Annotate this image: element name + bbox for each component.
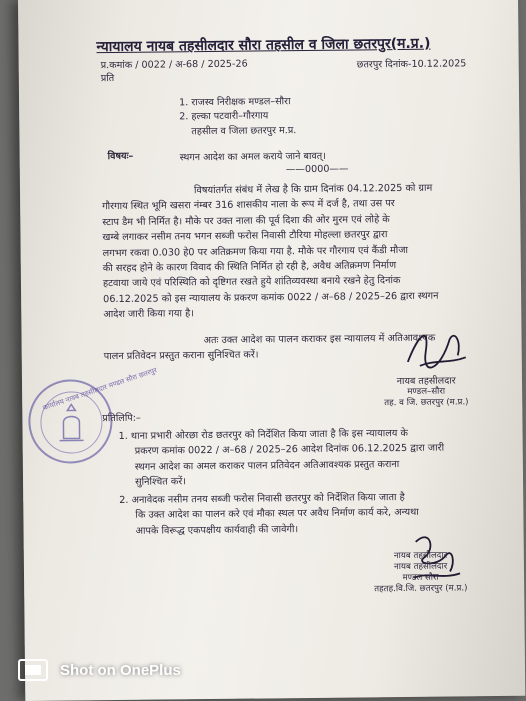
signature-title: नायब तहसीलदार <box>396 375 456 388</box>
body-line: स्टाप डैम भी निर्मित है। मौके पर उक्त नाला की पूर्व दिशा की ओर मुरम एवं लोहे के <box>102 213 390 228</box>
body-line: आदेश जारी किया गया है। <box>103 308 194 321</box>
recipient-2: 2. हल्का पटवारी–गौरगाय <box>179 110 269 123</box>
copy-label: प्रतिलिपि:– <box>102 412 141 425</box>
signature-block-1 <box>384 375 469 409</box>
document-date: छतरपुर दिनांक-10.12.2025 <box>356 58 467 71</box>
body-line: हटवाया जाये एवं परिस्थिति को दृष्टिगत रखते हुये शांतिव्यवस्था बनाये रखने हेतु दिनांक <box>102 275 401 290</box>
body-line: गौरगाय स्थित भूमि खसरा नंम्बर 316 शासकीय नाला के रूप में दर्ज है, तथा उस पर <box>102 198 395 213</box>
copy-line: सुनिश्चित करें। <box>135 476 187 489</box>
signature-district: तहतह.वि.जि. छतरपुर (म.प्र.) <box>374 583 468 595</box>
body-paragraph <box>102 181 439 323</box>
body-line: विषयांतर्गत संबंध में लेख है कि ग्राम दिनांक 04.12.2025 को ग्राम <box>193 182 433 197</box>
camera-watermark <box>18 659 181 681</box>
copy-item-2 <box>119 490 419 539</box>
seal-text: कार्यालय नायब तहसीलदार मण्डल सौरा छतरपुर <box>41 366 159 413</box>
signature-office: मण्डल सौरा <box>402 572 439 584</box>
signature-title: नायब तहसीलदार <box>393 550 448 562</box>
copy-line: 1. थाना प्रभारी ओरछा रोड छतरपुर को निर्देशित किया जाता है कि इस न्यायालय के <box>118 427 408 442</box>
prati-label: प्रति <box>100 72 115 85</box>
divider: ——0000—— <box>285 163 349 176</box>
document-page <box>18 0 525 701</box>
body-line: 06.12.2025 को इस न्यायालय के प्रकरण कमांक 0022 / अ–68 / 2025–26 द्वारा स्थगन <box>103 290 439 305</box>
signature-scribble-1 <box>399 321 470 380</box>
recipient-1: 1. राजस्व निरीक्षक मण्डल–सौरा <box>179 96 291 109</box>
body-line: खम्बे लगाकर नसीम तनय भगन सब्जी फरोस निवासी टौरिया मोहल्ला छतरपुर द्वारा <box>102 229 388 244</box>
oneplus-logo-icon <box>18 659 48 681</box>
watermark-text: Shot on OnePlus <box>60 661 181 679</box>
instruction-line: पालन प्रतिवेदन प्रस्तुत कराना सुनिश्चित करें। <box>103 349 259 363</box>
instruction-paragraph <box>104 331 436 365</box>
body-line: की सरहद होने के कारण विवाद की स्थिति निर्मित हो रही है, अवैध अतिक्रमण निर्माण <box>102 260 397 275</box>
copy-line: स्थगन आदेश का अमल कराकर पालन प्रतिवेदन अतिआवश्यक प्रस्तुत कराना <box>134 458 400 473</box>
signature-title: नायब तहसीलदार <box>393 561 448 573</box>
copy-line: कि उक्त आदेश का पालन करे एवं मौका स्थल पर अवैध निर्माण कार्य करे, अन्यथा <box>135 507 419 522</box>
subject-label: विषयः– <box>107 150 134 163</box>
signature-office: मण्डल–सौरा <box>407 386 446 397</box>
instruction-line: अतः उक्त आदेश का पालन कराकर इस न्यायालय में अतिआवश्यक <box>203 332 436 347</box>
signature-block-2 <box>374 550 468 595</box>
copy-line: प्रकरण कमांक 0022 / अ–68 / 2025–26 आदेश दिनांक 06.12.2025 द्वारा जारी <box>134 442 445 458</box>
copy-line: 2. अनावेदक नसीम तनय सब्जी फरोस निवासी छतरपुर को निर्देशित किया जाता है <box>119 491 405 506</box>
reference-number: प्र.कमांक / 0022 / अ-68 / 2025-26 <box>100 58 248 72</box>
signature-district: तह. व जि. छतरपुर (म.प्र.) <box>384 397 469 409</box>
copy-item-1 <box>118 426 444 491</box>
office-header: न्यायालय नायब तहसीलदार सौरा तहसील व जिला छतरपुर(म.प्र.) <box>96 35 431 56</box>
subject-text: स्थगन आदेश का अमल कराये जाने बावत्। <box>179 150 326 164</box>
recipient-3: तहसील व जिला छतरपुर म.प्र. <box>191 125 297 138</box>
copy-line: आपके विरूद्ध एकपक्षीय कार्यवाही की जावेगी। <box>135 523 299 537</box>
body-line: लगभग रकवा 0.030 हे0 पर अतिक्रमण किया गया है. मौके पर गौरगाय एवं कैंडी मौजा <box>102 244 409 259</box>
